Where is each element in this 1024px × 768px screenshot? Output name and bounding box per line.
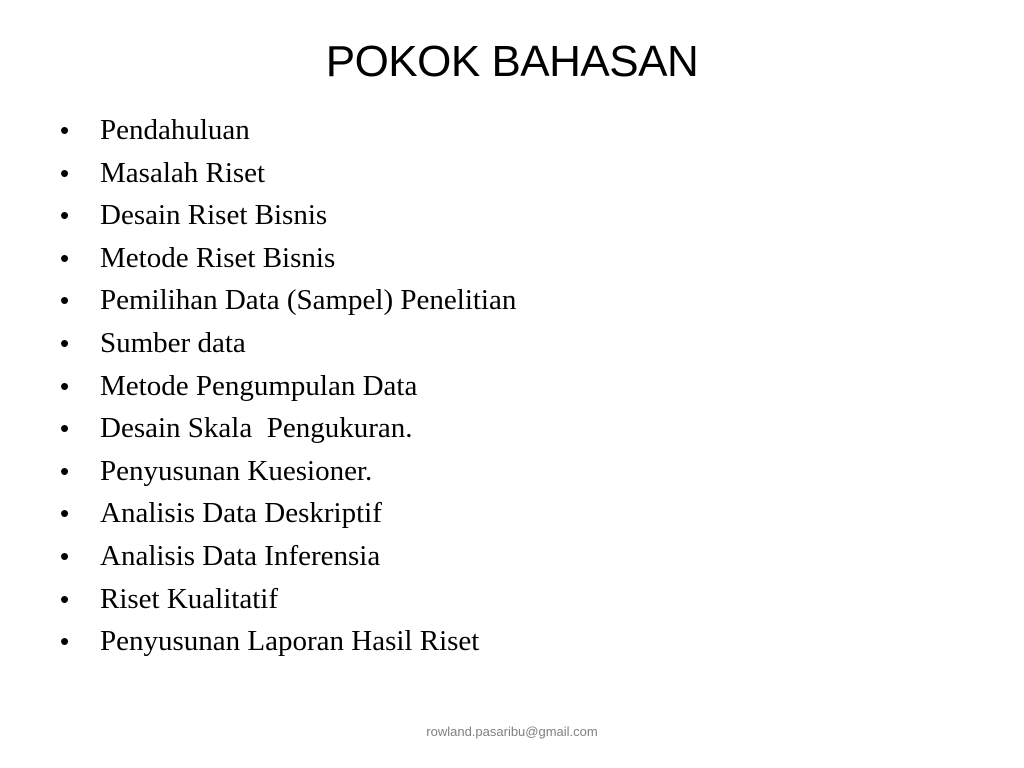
- bullet-icon: •: [60, 370, 70, 401]
- list-item: [60, 494, 960, 537]
- list-item-text: Pemilihan Data (Sampel) Penelitian: [100, 284, 517, 317]
- list-item: [60, 409, 960, 452]
- list-item: [60, 111, 960, 154]
- list-item-text: Desain Skala Pengukuran.: [100, 412, 413, 445]
- bullet-icon: •: [60, 157, 70, 188]
- list-item-text: Analisis Data Inferensia: [100, 539, 381, 572]
- bullet-icon: •: [60, 626, 70, 657]
- list-item: [60, 281, 960, 324]
- bullet-icon: •: [60, 498, 70, 529]
- list-item: [60, 452, 960, 495]
- bullet-list: [60, 111, 960, 665]
- bullet-icon: •: [60, 540, 70, 571]
- list-item-text: Analisis Data Deskriptif: [100, 497, 382, 530]
- list-item-text: Metode Pengumpulan Data: [100, 369, 418, 402]
- bullet-icon: •: [60, 327, 70, 358]
- bullet-icon: •: [60, 455, 70, 486]
- bullet-icon: •: [60, 583, 70, 614]
- list-item: [60, 154, 960, 197]
- list-item-text: Masalah Riset: [100, 156, 266, 189]
- list-item: [60, 367, 960, 410]
- list-item: [60, 580, 960, 623]
- list-item-text: Metode Riset Bisnis: [100, 241, 336, 274]
- bullet-icon: •: [60, 242, 70, 273]
- slide-title: POKOK BAHASAN: [325, 37, 699, 86]
- bullet-icon: •: [60, 413, 70, 444]
- list-item-text: Penyusunan Laporan Hasil Riset: [100, 625, 480, 658]
- bullet-icon: •: [60, 115, 70, 145]
- list-item: [60, 196, 960, 239]
- list-item-text: Sumber data: [100, 326, 246, 359]
- bullet-icon: •: [60, 200, 70, 231]
- list-item-text: Penyusunan Kuesioner.: [100, 454, 373, 487]
- list-item-text: Riset Kualitatif: [100, 582, 278, 615]
- list-item: [60, 622, 960, 665]
- footer-email: rowland.pasaribu@gmail.com: [426, 724, 598, 739]
- bullet-icon: •: [60, 285, 70, 316]
- list-item-text: Desain Riset Bisnis: [100, 199, 328, 232]
- list-item-text: Pendahuluan: [100, 114, 250, 146]
- list-item: [60, 537, 960, 580]
- list-item: [60, 239, 960, 282]
- list-item: [60, 324, 960, 367]
